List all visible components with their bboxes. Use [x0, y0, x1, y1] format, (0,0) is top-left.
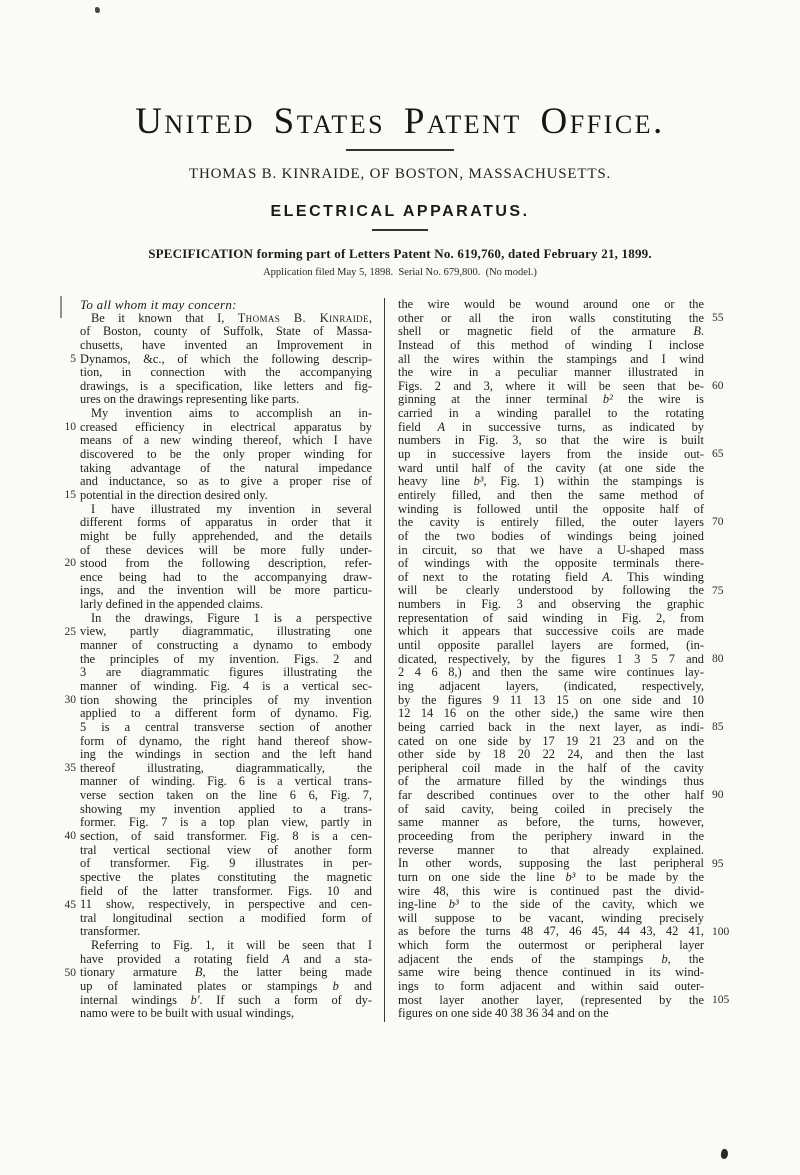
- text-line: of these devices will be more fully under-: [80, 543, 372, 557]
- text-line: of the two bodies of windings being joined: [398, 529, 704, 543]
- text-line: potential in the direction desired only.: [80, 488, 268, 502]
- text-line: In other words, supposing the last peripheral: [398, 857, 704, 871]
- text-line: applied to a different form of dynamo. Fig.: [80, 707, 372, 721]
- text-line: by the figures 9 11 13 15 on one side and 10: [398, 693, 704, 707]
- line-number: 5: [70, 352, 76, 365]
- text-line: up in successive layers from the inside out-: [398, 448, 704, 462]
- text-line: numbers in Fig. 3, so that the wire is built: [398, 434, 704, 448]
- text-line: ures on the drawings representing like parts.: [80, 393, 300, 407]
- text-line: turn on one side the line b³ to be made by the: [398, 870, 704, 884]
- text-line: entirely filled, and then the same method of: [398, 488, 704, 502]
- text-line: other or all the iron walls constituting the: [398, 311, 704, 325]
- text-line: tral longitudinal section a modified form of: [80, 911, 372, 925]
- text-line: creased efficiency in electrical apparatus by: [80, 420, 372, 434]
- text-line: To all whom it may concern:: [80, 298, 237, 312]
- text-line: internal windings b'. If such a form of dy-: [80, 993, 372, 1007]
- text-line: carried in a winding parallel to the rotating: [398, 407, 704, 421]
- text-line: Be it known that I, Thomas B. Kinraide,: [91, 311, 372, 325]
- text-line: shell or magnetic field of the armature B.: [398, 325, 704, 339]
- text-line: up of laminated plates or stampings b and: [80, 980, 372, 994]
- text-line: chusetts, have invented an Improvement in: [80, 338, 372, 352]
- text-line: wire 48, this wire is continued past the divid-: [398, 884, 704, 898]
- text-line: reverse manner to that already explained.: [398, 843, 704, 857]
- text-line: manner of winding. Fig. 4 is a vertical sec-: [80, 679, 372, 693]
- line-number: 75: [712, 584, 724, 597]
- line-number: 20: [64, 557, 76, 570]
- line-number: 25: [64, 625, 76, 638]
- line-number: 105: [712, 994, 730, 1007]
- text-line: ward until half of the cavity (at one side the: [398, 461, 704, 475]
- line-number: 85: [712, 721, 724, 734]
- application-line: Application filed May 5, 1898. Serial No. 679,800. (No model.): [263, 267, 537, 278]
- text-line: of the armature filled by the windings thus: [398, 775, 704, 789]
- text-line: have provided a rotating field A and a sta-: [80, 952, 372, 966]
- patent-office-title: United States Patent Office.: [135, 101, 665, 142]
- text-line: figures on one side 40 38 36 34 and on the: [398, 1007, 609, 1021]
- text-line: of Boston, county of Suffolk, State of Massa-: [80, 325, 372, 339]
- right-text-column: [398, 298, 704, 1021]
- text-line: 3 are diagrammatic figures illustrating the: [80, 666, 372, 680]
- text-line: peripheral coil made in the half of the cavity: [398, 761, 704, 775]
- text-line: cated on one side by 17 19 21 23 and on the: [398, 734, 704, 748]
- text-line: field of the latter transformer. Figs. 10 and: [80, 884, 372, 898]
- scan-speck: [60, 296, 62, 318]
- text-line: representation of said winding in Fig. 2, from: [398, 611, 704, 625]
- column-divider-rule: [384, 298, 385, 1022]
- text-line: Referring to Fig. 1, it will be seen that I: [91, 939, 372, 953]
- text-line: all the wires within the stampings and I wind: [398, 352, 704, 366]
- text-line: 2 4 6 8,) and then the same wire continues lay-: [398, 666, 704, 680]
- text-line: tral vertical sectional view of another form: [80, 843, 372, 857]
- text-line: Instead of this method of winding I inclose: [398, 338, 704, 352]
- text-line: thereof illustrating, diagrammatically, the: [80, 761, 372, 775]
- text-line: drawings, is a specification, like letters and fig-: [80, 379, 372, 393]
- text-line: of next to the rotating field A. This winding: [398, 570, 704, 584]
- line-number: 10: [64, 420, 76, 433]
- text-line: as before the turns 48 47, 46 45, 44 43, 42 41,: [398, 925, 704, 939]
- line-number: 80: [712, 652, 724, 665]
- text-line: the principles of my invention. Figs. 2 and: [80, 652, 372, 666]
- line-number: 65: [712, 448, 724, 461]
- text-line: dicated, respectively, by the figures 1 3 5 7 and: [398, 652, 704, 666]
- text-line: might be fully apprehended, and the details: [80, 529, 372, 543]
- text-line: verse section taken on the line 6 6, Fig. 7,: [80, 789, 372, 803]
- text-line: section, of said transformer. Fig. 8 is a cen-: [80, 829, 372, 843]
- text-line: Dynamos, &c., of which the following descrip-: [80, 352, 372, 366]
- line-number: 100: [712, 925, 730, 938]
- text-line: showing my invention applied to a trans-: [80, 802, 372, 816]
- text-line: heavy line b³, Fig. 1) within the stampings is: [398, 475, 704, 489]
- text-line: spective the plates constituting the magnetic: [80, 870, 372, 884]
- text-line: of transformer. Fig. 9 illustrates in per-: [80, 857, 372, 871]
- text-line: I have illustrated my invention in several: [91, 502, 372, 516]
- text-line: the cavity is entirely filled, the outer layers: [398, 516, 704, 530]
- text-line: tionary armature B, the latter being made: [80, 966, 372, 980]
- scan-speck: [720, 1148, 729, 1159]
- text-line: tion, in connection with the accompanying: [80, 366, 372, 380]
- text-line: ginning at the inner terminal b² the wire is: [398, 393, 704, 407]
- line-number: 60: [712, 379, 724, 392]
- text-line: which it appears that successive coils are made: [398, 625, 704, 639]
- text-line: field A in successive turns, as indicated by: [398, 420, 704, 434]
- text-line: stood from the following description, refer-: [80, 557, 372, 571]
- text-line: ings, and the invention will be more particu-: [80, 584, 372, 598]
- header-divider-rule: [346, 149, 454, 151]
- line-number: 35: [64, 762, 76, 775]
- left-margin-line-numbers: [54, 298, 76, 1022]
- text-line: former. Fig. 7 is a top plan view, partly in: [80, 816, 372, 830]
- line-number: 30: [64, 693, 76, 706]
- text-line: the wire in a peculiar manner illustrated in: [398, 366, 704, 380]
- text-line: ing the windings in section and the left hand: [80, 748, 372, 762]
- text-line: numbers in Fig. 3 and observing the graphic: [398, 598, 704, 612]
- text-line: larly defined in the appended claims.: [80, 598, 264, 612]
- text-line: far described continues over to the other half: [398, 789, 704, 803]
- text-line: in circuit, so that we have a U-shaped mass: [398, 543, 704, 557]
- text-line: means of a new winding thereof, which I have: [80, 434, 372, 448]
- text-line: taking advantage of the natural impedance: [80, 461, 372, 475]
- text-line: My invention aims to accomplish an in-: [91, 407, 372, 421]
- patentee-line: THOMAS B. KINRAIDE, OF BOSTON, MASSACHUSETTS.: [188, 166, 612, 182]
- text-line: tion showing the principles of my invention: [80, 693, 372, 707]
- text-line: ence being had to the accompanying draw-: [80, 570, 372, 584]
- text-line: Figs. 2 and 3, where it will be seen that be-: [398, 379, 704, 393]
- text-line: ings to form adjacent and within said outer-: [398, 980, 704, 994]
- text-line: proceeding from the periphery inward in the: [398, 829, 704, 843]
- text-line: will be clearly understood by following the: [398, 584, 704, 598]
- text-line: and inductance, so as to give a proper rise of: [80, 475, 372, 489]
- text-line: being carried back in the next layer, as indi-: [398, 720, 704, 734]
- line-number: 50: [64, 966, 76, 979]
- scan-speck: [95, 7, 100, 13]
- text-line: same wire being thence continued in its wind-: [398, 966, 704, 980]
- line-number: 55: [712, 311, 724, 324]
- line-number: 95: [712, 857, 724, 870]
- text-line: ing adjacent layers, (indicated, respectively,: [398, 679, 704, 693]
- text-line: transformer.: [80, 925, 141, 939]
- text-line: winding is followed until the opposite half of: [398, 502, 704, 516]
- text-line: ing-line b³ to the side of the cavity, which we: [398, 898, 704, 912]
- line-number: 45: [64, 898, 76, 911]
- text-line: namo were to be built with usual windings,: [80, 1007, 295, 1021]
- text-line: until opposite parallel layers are formed, (in-: [398, 639, 704, 653]
- text-line: manner of constructing a dynamo to embody: [80, 639, 372, 653]
- left-text-column: [80, 298, 372, 1021]
- text-line: same manner as before, the turns, however,: [398, 816, 704, 830]
- line-number: 70: [712, 516, 724, 529]
- text-line: of windings with the opposite terminals there-: [398, 557, 704, 571]
- text-line: 5 is a central transverse section of another: [80, 720, 372, 734]
- text-line: 11 show, respectively, in perspective and cen-: [80, 898, 372, 912]
- text-line: other side by 18 20 22 24, and then the last: [398, 748, 704, 762]
- text-line: will suppose to be vacant, winding precisely: [398, 911, 704, 925]
- text-line: manner of winding. Fig. 6 is a vertical trans-: [80, 775, 372, 789]
- text-line: adjacent the ends of the stampings b, the: [398, 952, 704, 966]
- line-number: 90: [712, 789, 724, 802]
- title-divider-rule: [372, 229, 428, 231]
- specification-line: SPECIFICATION forming part of Letters Patent No. 619,760, dated February 21, 1899.: [148, 246, 652, 261]
- text-line: discovered to be the only proper winding for: [80, 448, 372, 462]
- text-line: the wire would be wound around one or the: [398, 298, 704, 311]
- text-line: of said cavity, being coiled in precisely the: [398, 802, 704, 816]
- text-line: most layer another layer, (represented by the: [398, 993, 704, 1007]
- line-number: 40: [64, 830, 76, 843]
- right-margin-line-numbers: [712, 298, 734, 1022]
- text-line: 12 14 16 on the other side,) the same wire then: [398, 707, 704, 721]
- text-line: which form the outermost or peripheral layer: [398, 939, 704, 953]
- text-line: view, partly diagrammatic, illustrating one: [80, 625, 372, 639]
- invention-title: ELECTRICAL APPARATUS.: [270, 203, 530, 220]
- text-line: In the drawings, Figure 1 is a perspective: [91, 611, 372, 625]
- text-line: form of dynamo, the right hand thereof show-: [80, 734, 372, 748]
- line-number: 15: [64, 489, 76, 502]
- text-line: different forms of apparatus in order that it: [80, 516, 372, 530]
